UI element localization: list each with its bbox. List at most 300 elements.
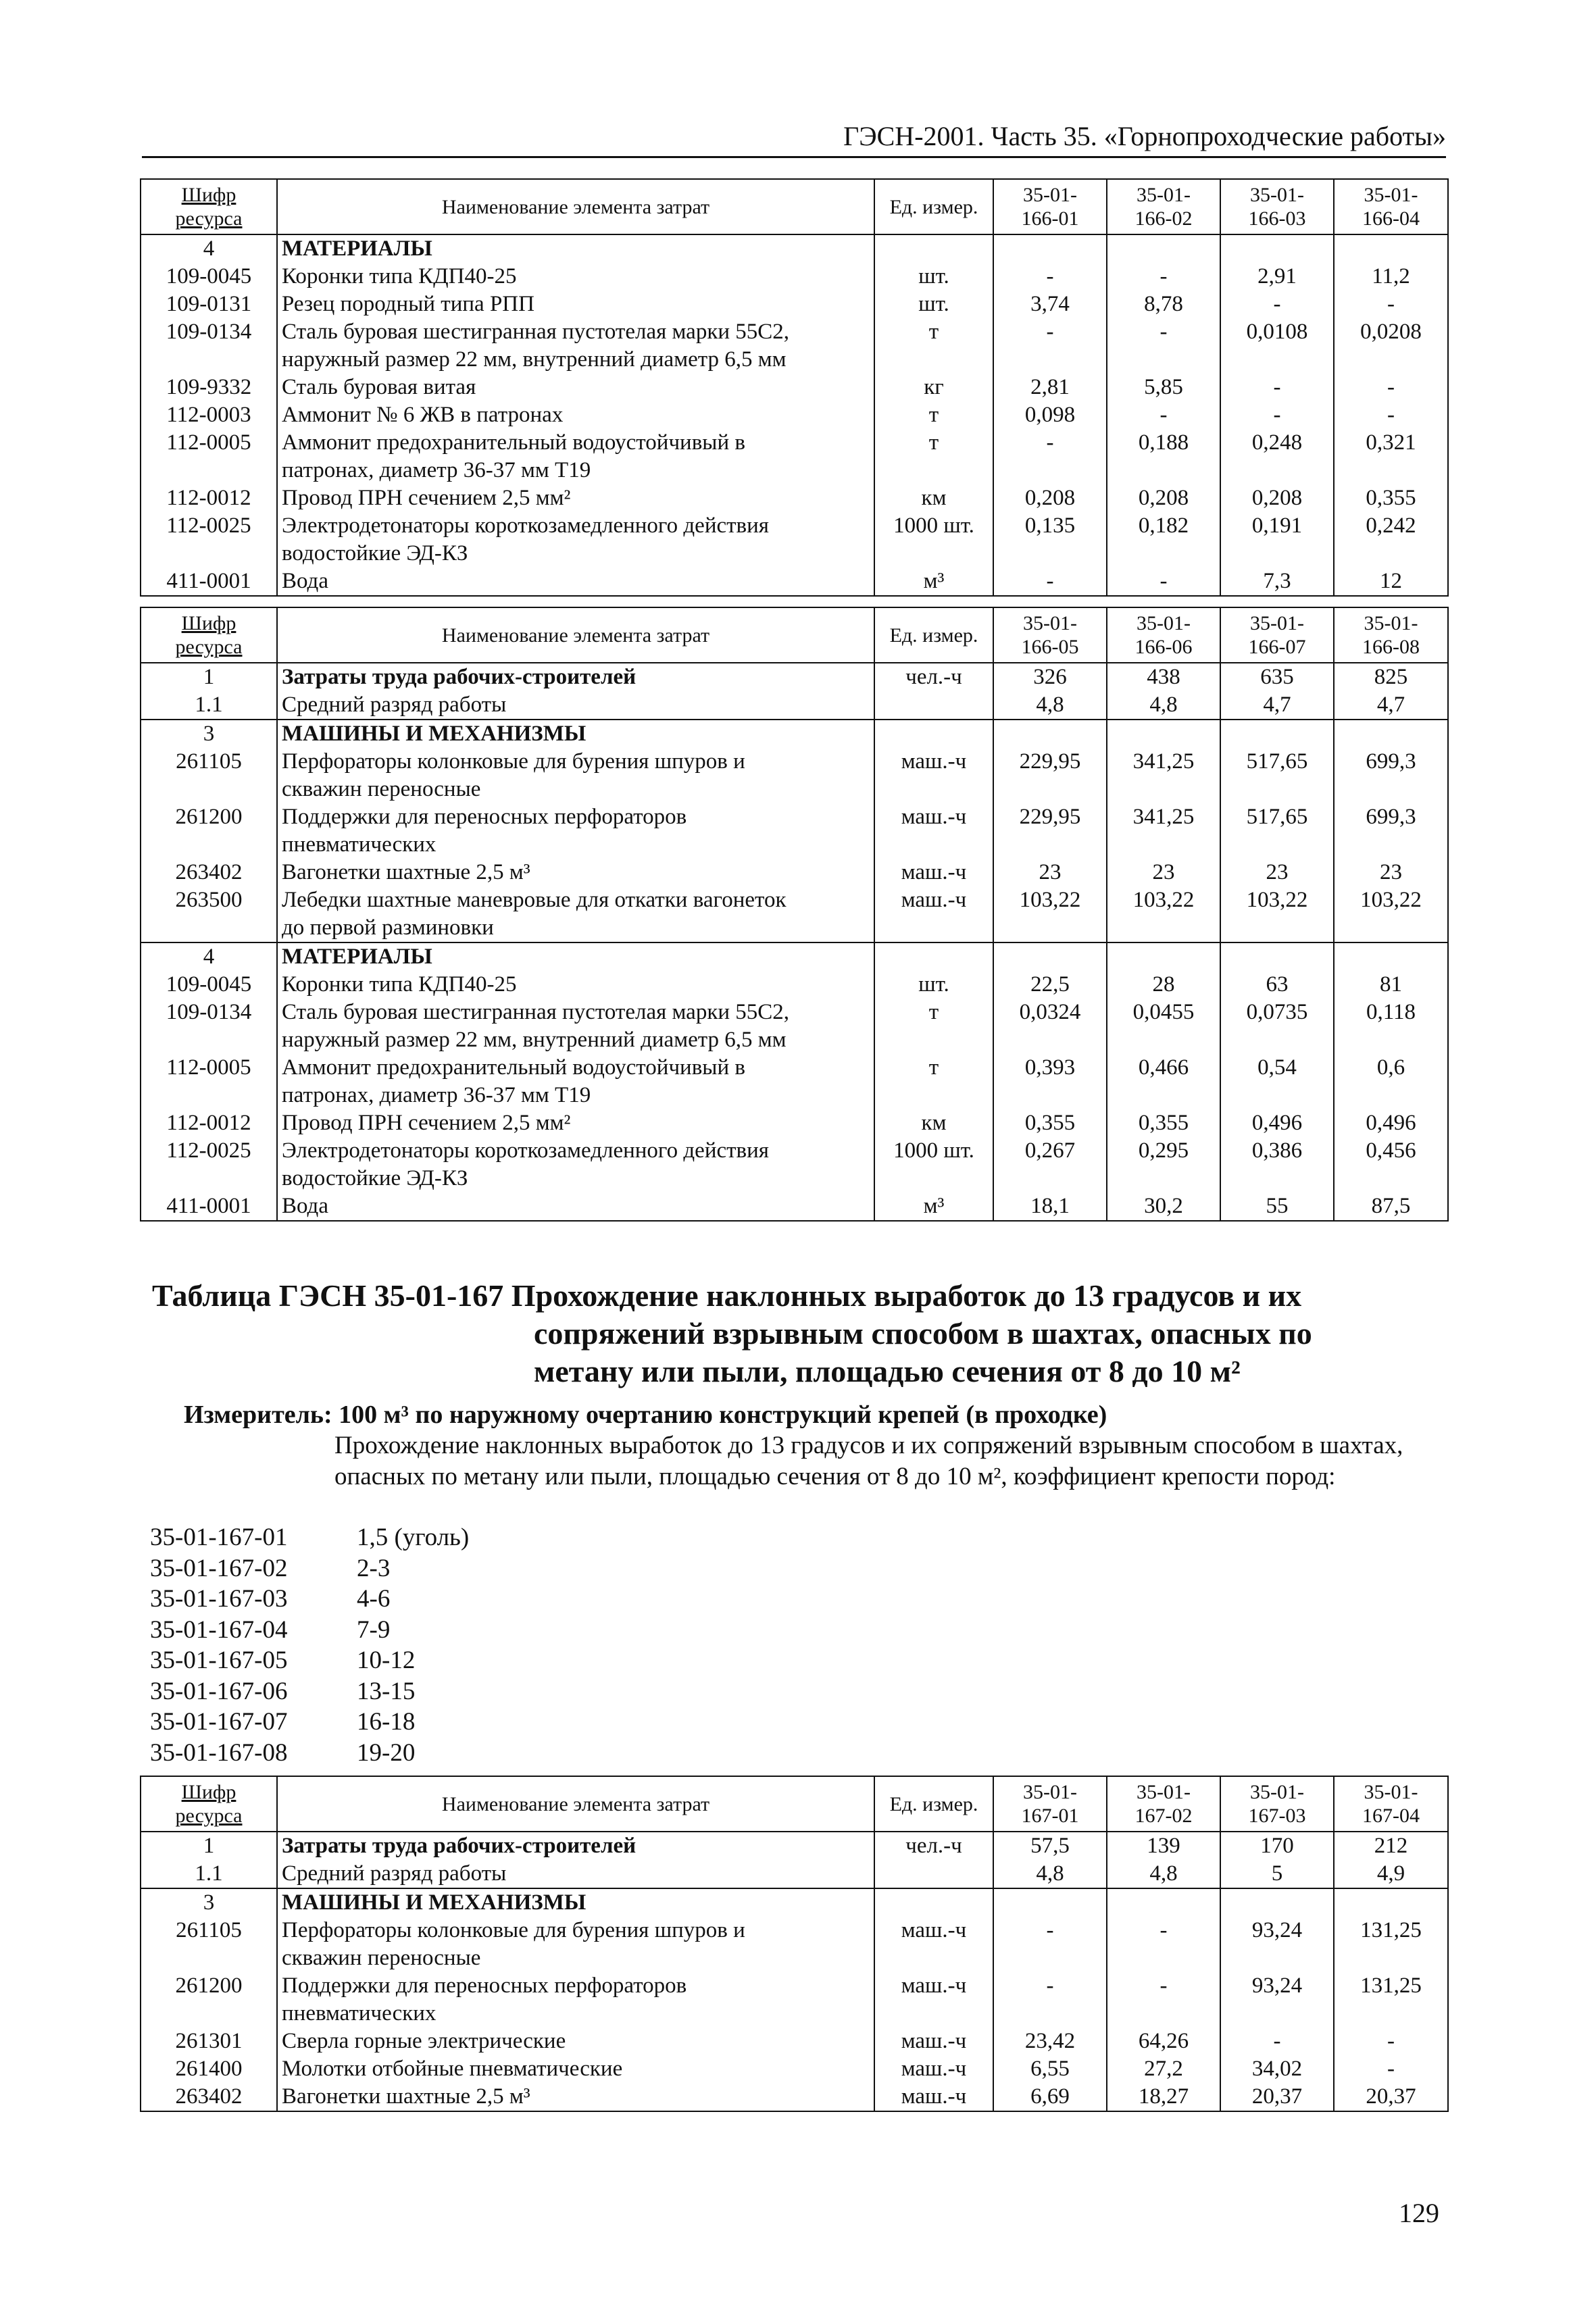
section-description: Прохождение наклонных выработок до 13 градусов и их сопряжений взрывным способом в шахтах, опасных по метану или пыли, площадью сечения от 8 до 10 м², коэффициент крепости пород: xyxy=(334,1432,1403,1490)
resource-value xyxy=(1334,1026,1448,1054)
resource-unit: маш.-ч xyxy=(874,1972,993,2000)
resource-value: 0,321 xyxy=(1334,429,1448,457)
resource-unit xyxy=(874,346,993,374)
resource-value: 0,54 xyxy=(1220,1054,1334,1082)
table-row xyxy=(141,1917,1448,1944)
resource-code: 261105 xyxy=(141,1917,277,1944)
resource-value: 0,188 xyxy=(1107,429,1220,457)
resource-value: 12 xyxy=(1334,568,1448,596)
resource-value: 18,1 xyxy=(993,1192,1107,1221)
variant-value: 10-12 xyxy=(357,1646,416,1674)
variant-value: 7-9 xyxy=(357,1615,391,1644)
table-row xyxy=(141,776,1448,803)
resource-name: Электродетонаторы короткозамедленного действия xyxy=(277,512,874,540)
resource-unit: чел.-ч xyxy=(874,1832,993,1860)
resource-name: Средний разряд работы xyxy=(277,691,874,720)
resource-value: 0,208 xyxy=(1107,484,1220,512)
resource-value xyxy=(1107,346,1220,374)
resource-unit: км xyxy=(874,484,993,512)
resource-name: пневматических xyxy=(277,831,874,859)
variant-code: 35-01-167-06 xyxy=(150,1677,288,1705)
table-row xyxy=(141,512,1448,540)
column-header-variant: 35-01- 166-04 xyxy=(1334,179,1448,234)
resource-value xyxy=(1220,776,1334,803)
resource-value: - xyxy=(1334,2028,1448,2055)
resource-code: 109-0045 xyxy=(141,971,277,999)
variant-item xyxy=(150,1645,469,1676)
resource-code xyxy=(141,914,277,942)
table-row xyxy=(141,374,1448,401)
resource-name: Коронки типа КДП40-25 xyxy=(277,263,874,291)
resource-name: Вода xyxy=(277,568,874,596)
resource-value: 23 xyxy=(1107,859,1220,886)
resource-value xyxy=(993,346,1107,374)
resource-value xyxy=(1107,914,1220,942)
resource-unit: маш.-ч xyxy=(874,859,993,886)
resource-value: - xyxy=(993,568,1107,596)
resource-unit: т xyxy=(874,1054,993,1082)
resource-value xyxy=(1107,1082,1220,1109)
variant-code: 35-01-167-08 xyxy=(150,1738,288,1767)
resource-name: наружный размер 22 мм, внутренний диаметр 6,5 мм xyxy=(277,346,874,374)
table-row xyxy=(141,1888,1448,1917)
page-number: 129 xyxy=(1399,2198,1439,2228)
resource-value: 0,6 xyxy=(1334,1054,1448,1082)
resource-unit xyxy=(874,2000,993,2028)
resource-unit xyxy=(874,540,993,568)
resource-code: 3 xyxy=(141,720,277,748)
variant-value: 13-15 xyxy=(357,1677,416,1705)
variant-item xyxy=(150,1676,469,1707)
resource-code: 112-0025 xyxy=(141,1137,277,1165)
resource-value: - xyxy=(993,1917,1107,1944)
resource-value: - xyxy=(993,429,1107,457)
resource-value: 4,7 xyxy=(1334,691,1448,720)
resource-name: Сталь буровая шестигранная пустотелая марки 55С2, xyxy=(277,999,874,1026)
resource-value: - xyxy=(1334,291,1448,318)
resource-value: 0,355 xyxy=(993,1109,1107,1137)
resource-value: 27,2 xyxy=(1107,2055,1220,2083)
resource-code xyxy=(141,776,277,803)
resource-name: Молотки отбойные пневматические xyxy=(277,2055,874,2083)
resource-value: 30,2 xyxy=(1107,1192,1220,1221)
resource-table-166-01-04 xyxy=(140,178,1449,597)
resource-value: - xyxy=(1220,374,1334,401)
resource-value: 0,496 xyxy=(1220,1109,1334,1137)
resource-name: Резец породный типа РПП xyxy=(277,291,874,318)
resource-value: 170 xyxy=(1220,1832,1334,1860)
resource-unit: кг xyxy=(874,374,993,401)
table-row xyxy=(141,1026,1448,1054)
resource-value xyxy=(1334,942,1448,971)
resource-value: 57,5 xyxy=(993,1832,1107,1860)
resource-value: 55 xyxy=(1220,1192,1334,1221)
resource-value xyxy=(1107,1888,1220,1917)
resource-unit: м³ xyxy=(874,1192,993,1221)
resource-value: 326 xyxy=(993,663,1107,691)
resource-value: 0,355 xyxy=(1107,1109,1220,1137)
resource-value xyxy=(1107,234,1220,263)
resource-value: 23,42 xyxy=(993,2028,1107,2055)
resource-value: 20,37 xyxy=(1220,2083,1334,2111)
resource-value: 635 xyxy=(1220,663,1334,691)
resource-value: 341,25 xyxy=(1107,748,1220,776)
resource-value: - xyxy=(1107,568,1220,596)
column-header-variant: 35-01- 167-04 xyxy=(1334,1776,1448,1832)
resource-value: - xyxy=(1220,291,1334,318)
resource-table-166-05-08 xyxy=(140,607,1449,1222)
table-row xyxy=(141,1137,1448,1165)
resource-name: до первой разминовки xyxy=(277,914,874,942)
variant-value: 4-6 xyxy=(357,1585,391,1613)
resource-value: 0,456 xyxy=(1334,1137,1448,1165)
table-row xyxy=(141,540,1448,568)
resource-value xyxy=(1334,1082,1448,1109)
resource-value: - xyxy=(1107,1972,1220,2000)
resource-value: 20,37 xyxy=(1334,2083,1448,2111)
resource-name: МАТЕРИАЛЫ xyxy=(277,234,874,263)
column-header-variant: 35-01- 167-02 xyxy=(1107,1776,1220,1832)
resource-value: 0,496 xyxy=(1334,1109,1448,1137)
resource-value xyxy=(1107,720,1220,748)
table-row xyxy=(141,2028,1448,2055)
table-row xyxy=(141,663,1448,691)
column-header-name: Наименование элемента затрат xyxy=(277,1776,874,1832)
resource-value xyxy=(993,831,1107,859)
resource-name: Затраты труда рабочих-строителей xyxy=(277,663,874,691)
resource-value xyxy=(1334,776,1448,803)
resource-code: 263402 xyxy=(141,2083,277,2111)
resource-code: 3 xyxy=(141,1888,277,1917)
resource-name: МАШИНЫ И МЕХАНИЗМЫ xyxy=(277,720,874,748)
resource-value xyxy=(993,942,1107,971)
resource-code: 261200 xyxy=(141,803,277,831)
resource-value: - xyxy=(1107,263,1220,291)
resource-value: 23 xyxy=(993,859,1107,886)
resource-value: 103,22 xyxy=(1334,886,1448,914)
variant-code: 35-01-167-05 xyxy=(150,1646,288,1674)
resource-value: 6,55 xyxy=(993,2055,1107,2083)
column-header-variant: 35-01- 166-02 xyxy=(1107,179,1220,234)
resource-unit: маш.-ч xyxy=(874,1917,993,1944)
resource-value xyxy=(993,2000,1107,2028)
variant-value: 16-18 xyxy=(357,1708,416,1736)
resource-value: 0,0324 xyxy=(993,999,1107,1026)
resource-value xyxy=(1107,1165,1220,1192)
resource-name: пневматических xyxy=(277,2000,874,2028)
resource-code xyxy=(141,540,277,568)
resource-value: - xyxy=(993,1972,1107,2000)
resource-code: 112-0012 xyxy=(141,1109,277,1137)
resource-value xyxy=(1107,1026,1220,1054)
resource-unit xyxy=(874,1944,993,1972)
resource-code: 263500 xyxy=(141,886,277,914)
resource-value: 139 xyxy=(1107,1832,1220,1860)
resource-name: Провод ПРН сечением 2,5 мм² xyxy=(277,484,874,512)
resource-value: - xyxy=(1220,401,1334,429)
resource-value xyxy=(993,457,1107,484)
variant-item xyxy=(150,1553,469,1584)
table-row xyxy=(141,942,1448,971)
table-row xyxy=(141,2000,1448,2028)
resource-value: 131,25 xyxy=(1334,1972,1448,2000)
table-row xyxy=(141,1109,1448,1137)
resource-value: 699,3 xyxy=(1334,748,1448,776)
table-row xyxy=(141,568,1448,596)
resource-value: 3,74 xyxy=(993,291,1107,318)
resource-unit: т xyxy=(874,318,993,346)
resource-name: Коронки типа КДП40-25 xyxy=(277,971,874,999)
resource-value: 229,95 xyxy=(993,803,1107,831)
resource-value: 87,5 xyxy=(1334,1192,1448,1221)
resource-code: 261200 xyxy=(141,1972,277,2000)
resource-value xyxy=(1334,234,1448,263)
resource-value: 0,0735 xyxy=(1220,999,1334,1026)
resource-value: - xyxy=(1107,401,1220,429)
resource-code: 112-0003 xyxy=(141,401,277,429)
resource-value: 0,0455 xyxy=(1107,999,1220,1026)
resource-value: 2,81 xyxy=(993,374,1107,401)
resource-value: 0,135 xyxy=(993,512,1107,540)
table-header-row xyxy=(141,1776,1448,1832)
resource-unit xyxy=(874,457,993,484)
resource-value xyxy=(1334,2000,1448,2028)
resource-value: 229,95 xyxy=(993,748,1107,776)
resource-value xyxy=(1220,720,1334,748)
resource-unit xyxy=(874,1860,993,1888)
table-row xyxy=(141,346,1448,374)
resource-value: 0,208 xyxy=(1220,484,1334,512)
resource-value: 4,8 xyxy=(993,1860,1107,1888)
resource-unit xyxy=(874,831,993,859)
resource-value: 438 xyxy=(1107,663,1220,691)
column-header-code: Шифр ресурса xyxy=(141,179,277,234)
resource-unit xyxy=(874,234,993,263)
resource-code: 263402 xyxy=(141,859,277,886)
resource-name: МАШИНЫ И МЕХАНИЗМЫ xyxy=(277,1888,874,1917)
resource-unit xyxy=(874,942,993,971)
resource-value: - xyxy=(993,318,1107,346)
column-header-unit: Ед. измер. xyxy=(874,1776,993,1832)
resource-code xyxy=(141,2000,277,2028)
resource-code: 1.1 xyxy=(141,691,277,720)
resource-value: 81 xyxy=(1334,971,1448,999)
column-header-variant: 35-01- 167-01 xyxy=(993,1776,1107,1832)
resource-value xyxy=(1334,346,1448,374)
resource-value: 103,22 xyxy=(993,886,1107,914)
resource-value xyxy=(1220,1026,1334,1054)
resource-code: 411-0001 xyxy=(141,1192,277,1221)
variant-item xyxy=(150,1738,469,1769)
resource-value: 0,0108 xyxy=(1220,318,1334,346)
resource-value xyxy=(993,1944,1107,1972)
resource-code: 112-0005 xyxy=(141,429,277,457)
resource-value xyxy=(1107,831,1220,859)
resource-value: 8,78 xyxy=(1107,291,1220,318)
resource-unit: 1000 шт. xyxy=(874,1137,993,1165)
resource-name: Аммонит предохранительный водоустойчивый в xyxy=(277,429,874,457)
resource-value: 0,182 xyxy=(1107,512,1220,540)
resource-code: 411-0001 xyxy=(141,568,277,596)
resource-value: 34,02 xyxy=(1220,2055,1334,2083)
resource-table-167-01-04 xyxy=(140,1776,1449,2112)
resource-code xyxy=(141,1944,277,1972)
variant-value: 1,5 (уголь) xyxy=(357,1524,470,1551)
resource-unit: т xyxy=(874,429,993,457)
table-row xyxy=(141,886,1448,914)
resource-unit: шт. xyxy=(874,263,993,291)
column-header-unit: Ед. измер. xyxy=(874,179,993,234)
table-row xyxy=(141,234,1448,263)
resource-value: 18,27 xyxy=(1107,2083,1220,2111)
table-row xyxy=(141,2083,1448,2111)
resource-value: 4,7 xyxy=(1220,691,1334,720)
table-row xyxy=(141,318,1448,346)
table-row xyxy=(141,291,1448,318)
resource-value: 0,0208 xyxy=(1334,318,1448,346)
resource-value: 4,8 xyxy=(1107,691,1220,720)
resource-unit xyxy=(874,914,993,942)
resource-value xyxy=(993,234,1107,263)
table-row xyxy=(141,1972,1448,2000)
resource-value xyxy=(1220,1165,1334,1192)
resource-name: Перфораторы колонковые для бурения шпуров и xyxy=(277,748,874,776)
resource-value xyxy=(1334,914,1448,942)
resource-value xyxy=(1107,540,1220,568)
resource-value xyxy=(1220,914,1334,942)
resource-value: - xyxy=(1220,2028,1334,2055)
running-header: ГЭСН-2001. Часть 35. «Горнопроходческие работы» xyxy=(142,120,1446,158)
resource-value: 64,26 xyxy=(1107,2028,1220,2055)
table-row xyxy=(141,457,1448,484)
resource-value xyxy=(1220,1888,1334,1917)
table-header-row xyxy=(141,179,1448,234)
table-row xyxy=(141,720,1448,748)
resource-code: 261301 xyxy=(141,2028,277,2055)
resource-name: Лебедки шахтные маневровые для откатки вагонеток xyxy=(277,886,874,914)
resource-value xyxy=(1220,457,1334,484)
resource-value: 0,208 xyxy=(993,484,1107,512)
table-row xyxy=(141,971,1448,999)
resource-value xyxy=(993,776,1107,803)
resource-code: 109-0045 xyxy=(141,263,277,291)
resource-value xyxy=(993,1082,1107,1109)
resource-name: Аммонит предохранительный водоустойчивый в xyxy=(277,1054,874,1082)
variant-code: 35-01-167-07 xyxy=(150,1708,288,1736)
resource-value: 23 xyxy=(1220,859,1334,886)
variant-item xyxy=(150,1522,469,1553)
resource-name: Затраты труда рабочих-строителей xyxy=(277,1832,874,1860)
resource-value: 103,22 xyxy=(1220,886,1334,914)
table-row xyxy=(141,1944,1448,1972)
resource-code xyxy=(141,457,277,484)
table-row xyxy=(141,1082,1448,1109)
resource-code xyxy=(141,1082,277,1109)
measurement-unit: Измеритель: 100 м³ по наружному очертанию конструкций крепей (в проходке) xyxy=(184,1401,1107,1429)
resource-name: Электродетонаторы короткозамедленного действия xyxy=(277,1137,874,1165)
resource-unit: маш.-ч xyxy=(874,748,993,776)
resource-name: наружный размер 22 мм, внутренний диаметр 6,5 мм xyxy=(277,1026,874,1054)
resource-value: 28 xyxy=(1107,971,1220,999)
table-row xyxy=(141,263,1448,291)
resource-value xyxy=(1220,346,1334,374)
resource-value: 0,295 xyxy=(1107,1137,1220,1165)
resource-value: - xyxy=(1107,1917,1220,1944)
resource-value xyxy=(1220,2000,1334,2028)
column-header-code: Шифр ресурса xyxy=(141,607,277,663)
resource-value: 7,3 xyxy=(1220,568,1334,596)
resource-value: 0,355 xyxy=(1334,484,1448,512)
resource-name: Средний разряд работы xyxy=(277,1860,874,1888)
resource-value: 22,5 xyxy=(993,971,1107,999)
table-row xyxy=(141,1832,1448,1860)
resource-value: - xyxy=(1334,374,1448,401)
section-title: Таблица ГЭСН 35-01-167 Прохождение наклонных выработок до 13 градусов и их сопряжений взрывным способом в шахтах, опасных по метану или пыли, площадью сечения от 8 до 10 м² xyxy=(152,1278,1312,1388)
resource-value: 0,191 xyxy=(1220,512,1334,540)
resource-value: 23 xyxy=(1334,859,1448,886)
resource-name: Вода xyxy=(277,1192,874,1221)
resource-value: 103,22 xyxy=(1107,886,1220,914)
resource-value xyxy=(993,914,1107,942)
resource-code: 109-9332 xyxy=(141,374,277,401)
resource-value xyxy=(1334,720,1448,748)
resource-value xyxy=(1220,1082,1334,1109)
resource-value xyxy=(1220,540,1334,568)
variant-item xyxy=(150,1584,469,1615)
variant-item xyxy=(150,1707,469,1738)
resource-value: 0,386 xyxy=(1220,1137,1334,1165)
column-header-variant: 35-01- 166-06 xyxy=(1107,607,1220,663)
resource-value xyxy=(1334,1165,1448,1192)
resource-unit: шт. xyxy=(874,291,993,318)
resource-code xyxy=(141,831,277,859)
resource-unit: 1000 шт. xyxy=(874,512,993,540)
resource-code: 1 xyxy=(141,1832,277,1860)
resource-code: 112-0025 xyxy=(141,512,277,540)
resource-value xyxy=(1107,1944,1220,1972)
resource-name: Поддержки для переносных перфораторов xyxy=(277,1972,874,2000)
resource-value: 0,098 xyxy=(993,401,1107,429)
resource-unit: маш.-ч xyxy=(874,2055,993,2083)
resource-name: Вагонетки шахтные 2,5 м³ xyxy=(277,2083,874,2111)
resource-code: 109-0134 xyxy=(141,999,277,1026)
resource-name: МАТЕРИАЛЫ xyxy=(277,942,874,971)
resource-value: - xyxy=(1107,318,1220,346)
resource-unit: т xyxy=(874,999,993,1026)
resource-code: 109-0134 xyxy=(141,318,277,346)
column-header-variant: 35-01- 166-01 xyxy=(993,179,1107,234)
resource-unit xyxy=(874,720,993,748)
resource-value: 699,3 xyxy=(1334,803,1448,831)
column-header-code: Шифр ресурса xyxy=(141,1776,277,1832)
variant-list xyxy=(150,1522,469,1768)
resource-code: 1 xyxy=(141,663,277,691)
resource-value xyxy=(1334,540,1448,568)
resource-value: 5,85 xyxy=(1107,374,1220,401)
resource-unit: т xyxy=(874,401,993,429)
resource-value: - xyxy=(1334,2055,1448,2083)
resource-unit: маш.-ч xyxy=(874,2028,993,2055)
variant-value: 19-20 xyxy=(357,1738,416,1767)
resource-value: 0,242 xyxy=(1334,512,1448,540)
resource-code: 261105 xyxy=(141,748,277,776)
column-header-unit: Ед. измер. xyxy=(874,607,993,663)
resource-value: 825 xyxy=(1334,663,1448,691)
resource-value: 4,9 xyxy=(1334,1860,1448,1888)
resource-unit: чел.-ч xyxy=(874,663,993,691)
resource-name: водостойкие ЭД-КЗ xyxy=(277,540,874,568)
resource-value xyxy=(1334,1888,1448,1917)
